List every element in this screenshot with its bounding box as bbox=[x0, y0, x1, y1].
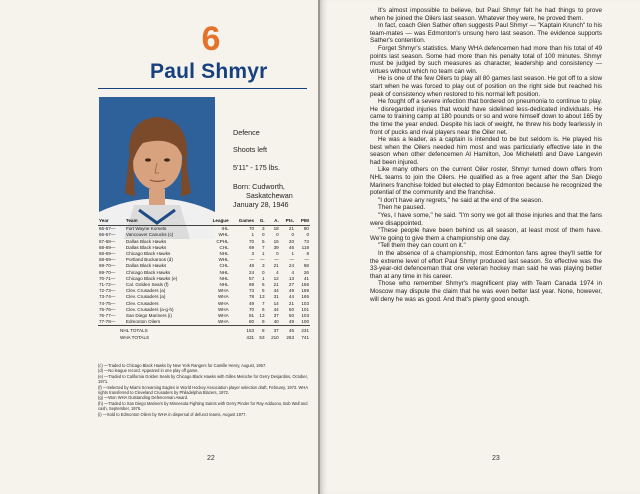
cell-year: 68-69— bbox=[99, 244, 116, 250]
cell-goals: 7 bbox=[261, 244, 265, 250]
cell-league: WHL bbox=[218, 232, 229, 238]
cell-year: 76-77— bbox=[99, 313, 116, 319]
cell-year: 69-70— bbox=[99, 269, 116, 275]
cell-points: 49 bbox=[288, 319, 295, 325]
cell-year: 68-69— bbox=[99, 257, 116, 263]
story-paragraph: Forget Shmyr's statistics. Many WHA defencemen had more than his total of 49 points last season. Some had more than his penalty total of 100 minutes. Shmyr must be judged by such measures as character, leadership and consistency — virtues without which no team can win. bbox=[370, 44, 602, 75]
cell-league: CHL bbox=[219, 244, 229, 250]
note-item: (f) —Selected by Miami Screaming Eagles in World Hockey Association player selection draft, February, 1972. WHA rights transferred to Cleveland Crusaders by Philadelphia Blazers, 1972. bbox=[98, 384, 308, 396]
totals-row bbox=[98, 335, 310, 341]
cell-year: 68-69— bbox=[99, 251, 116, 257]
header-assists: A. bbox=[266, 218, 280, 226]
totals-cell: 741 bbox=[301, 334, 309, 340]
born-line-2: Saskatchewan bbox=[246, 191, 293, 200]
cell-year: 66-67— bbox=[99, 226, 116, 232]
cell-pim: 41 bbox=[303, 275, 309, 281]
cell-team: Chicago Black Hawks bbox=[125, 269, 171, 275]
note-item: (i) —Sold to Edmonton Oilers by WHA in dispersal of defunct teams, August 1977. bbox=[98, 411, 247, 417]
cell-points: 24 bbox=[288, 263, 295, 269]
totals-row bbox=[98, 326, 310, 335]
cell-points: 1 bbox=[291, 251, 295, 257]
story-paragraph: In the absence of a championship, most Edmonton fans agree they'll settle for the extreme level of effort Paul Shmyr produced last season. So effective was the 33-year-old defenceman that one veteran hockey man said he was playing better than at any time in his career. bbox=[370, 250, 602, 280]
cell-pim: 100 bbox=[301, 319, 309, 325]
cell-games: — bbox=[249, 257, 255, 263]
story-paragraph: In fact, coach Glen Sather often suggests Paul Shmyr — "Kaptain Krunch" to his team-mates — was Edmonton's unsung hero last season. The evidence supports Sather's contention. bbox=[370, 22, 602, 45]
cell-goals: 6 bbox=[261, 306, 265, 312]
cell-points: 44 bbox=[288, 294, 295, 300]
cell-games: 69 bbox=[248, 244, 255, 250]
cell-assists: 0 bbox=[276, 251, 279, 257]
cell-team: Clev. Crusaders (a) bbox=[125, 288, 166, 294]
cell-year: 66-67— bbox=[99, 232, 116, 238]
cell-pim: 88 bbox=[303, 263, 309, 269]
born-line-3: January 28, 1946 bbox=[233, 200, 289, 209]
name-underline bbox=[98, 88, 307, 89]
cell-points: 13 bbox=[288, 275, 295, 281]
cell-team: Clev. Crusaders (a-g-h) bbox=[125, 306, 174, 312]
cell-goals: 5 bbox=[261, 238, 265, 244]
cell-team: San Diego Mariners (i) bbox=[125, 313, 172, 319]
cell-pim: 103 bbox=[301, 300, 309, 306]
cell-points: 0 bbox=[291, 232, 295, 238]
birth-info bbox=[233, 182, 293, 209]
note-item: (e) —Traded to California Golden Seals by Chicago Black Hawks with Gilles Meloche for Gerry Desjardins, October, 1971. bbox=[98, 373, 308, 385]
cell-team: Dallas Black Hawks bbox=[125, 244, 167, 250]
stats-body bbox=[98, 226, 310, 341]
cell-team: Dallas Black Hawks bbox=[125, 263, 167, 269]
note-item: (g) —Won WHA Outstanding Defenceman Award. bbox=[98, 395, 189, 401]
cell-pim: 26 bbox=[303, 269, 309, 275]
cell-games: 57 bbox=[248, 275, 255, 281]
totals-cell: 263 bbox=[286, 334, 295, 340]
transaction-notes bbox=[98, 363, 312, 417]
totals-cell: 431 bbox=[246, 334, 255, 340]
cell-assists: 0 bbox=[276, 232, 279, 238]
cell-goals: 3 bbox=[261, 263, 265, 269]
cell-games: 70 bbox=[248, 238, 255, 244]
cell-pim: — bbox=[304, 257, 309, 263]
cell-league: WHA bbox=[217, 319, 229, 325]
cell-pim: 118 bbox=[301, 244, 309, 250]
header-league: League bbox=[203, 218, 230, 226]
cell-pim: 73 bbox=[303, 238, 309, 244]
career-stats-table bbox=[98, 218, 310, 341]
cell-points: 46 bbox=[288, 244, 295, 250]
cell-league: WHA bbox=[217, 313, 229, 319]
cell-points: 50 bbox=[288, 306, 295, 312]
totals-cell: 53 bbox=[259, 334, 265, 340]
note-item: (d) —No league record. Appeared in one play off game. bbox=[98, 368, 199, 374]
totals-cell: 153 bbox=[230, 326, 255, 335]
story-paragraph: "Tell them they can count on it." bbox=[378, 242, 466, 250]
cell-assists: 12 bbox=[273, 275, 279, 281]
header-games: Games bbox=[230, 218, 255, 226]
cell-goals: 9 bbox=[261, 319, 265, 325]
table-row bbox=[98, 319, 310, 326]
right-page bbox=[320, 0, 640, 494]
note-item: (h) —Traded to San Diego Mariners by Minnesota Fighting Saints with Gerry Pinder for Ray Adduono, Bob Wall and cash, September, 1976. bbox=[98, 400, 308, 412]
header-pim: PIM bbox=[295, 218, 310, 226]
cell-assists: 37 bbox=[273, 313, 279, 319]
cell-pim: 80 bbox=[303, 226, 309, 232]
totals-cell: 8 bbox=[255, 326, 265, 335]
cell-goals: 0 bbox=[261, 269, 265, 275]
cell-league: NHL bbox=[219, 275, 229, 281]
totals-cell: 45 bbox=[280, 326, 295, 335]
cell-assists: 44 bbox=[273, 306, 279, 312]
cell-year: 67-68— bbox=[99, 238, 116, 244]
totals-cell: 231 bbox=[295, 326, 310, 335]
cell-points: 27 bbox=[288, 282, 295, 288]
cell-league: NHL bbox=[219, 251, 229, 257]
cell-games: 70 bbox=[248, 226, 255, 232]
cell-league: WHA bbox=[217, 300, 229, 306]
cell-league: CHL bbox=[219, 263, 229, 269]
cell-team: Chicago Black Hawks bbox=[125, 251, 171, 257]
cell-games: 1 bbox=[251, 232, 255, 238]
cell-goals: 1 bbox=[261, 275, 265, 281]
cell-assists: — bbox=[274, 257, 279, 263]
cell-assists: 31 bbox=[273, 294, 279, 300]
totals-cell: 37 bbox=[266, 326, 280, 335]
cell-goals: 13 bbox=[259, 313, 265, 319]
cell-assists: 21 bbox=[273, 282, 279, 288]
cell-assists: 21 bbox=[273, 263, 279, 269]
story-paragraph: He was a leader, as a captain is intended to be but seldom is. He played his best when the Oilers needed him most and was particularly effective late in the season when other defencemen Al Hamilton, Joe Micheletti and Dave Langevin had been injured. bbox=[370, 136, 602, 166]
cell-points: 50 bbox=[288, 313, 295, 319]
cell-games: 80 bbox=[248, 319, 255, 325]
cell-league: IHL bbox=[221, 226, 229, 232]
born-line-1: Born: Cudworth, bbox=[233, 182, 285, 191]
cell-pim: 8 bbox=[306, 251, 309, 257]
cell-games: 48 bbox=[248, 263, 255, 269]
cell-games: 24 bbox=[248, 269, 255, 275]
totals-label: WHA TOTALS bbox=[120, 334, 150, 340]
player-story bbox=[370, 7, 602, 303]
cell-assists: 44 bbox=[273, 288, 279, 294]
left-page bbox=[0, 0, 319, 494]
cell-assists: 4 bbox=[276, 269, 279, 275]
cell-team: Vancouver Canucks (c) bbox=[125, 232, 174, 238]
cell-games: 73 bbox=[248, 288, 255, 294]
cell-assists: 18 bbox=[273, 226, 279, 232]
header-goals: G. bbox=[255, 218, 265, 226]
cell-assists: 15 bbox=[273, 238, 279, 244]
cell-team: Chicago Black Hawks (e) bbox=[125, 275, 178, 281]
cell-points: — bbox=[289, 257, 295, 263]
note-item: (c) —Traded to Chicago Black Hawks by New York Rangers for Camille Henry, August, 1967. bbox=[98, 363, 267, 368]
cell-assists: 39 bbox=[273, 244, 279, 250]
height-weight: 5'11" - 175 lbs. bbox=[233, 163, 280, 172]
cell-goals: 0 bbox=[261, 232, 265, 238]
cell-year: 72-73— bbox=[99, 288, 116, 294]
cell-goals: 5 bbox=[261, 288, 265, 294]
cell-team: Cal. Golden Seals (f) bbox=[125, 282, 169, 288]
cell-points: 20 bbox=[288, 238, 295, 244]
cell-team: Clev. Crusaders (a) bbox=[125, 294, 166, 300]
cell-league: WHA bbox=[217, 288, 229, 294]
cell-points: 4 bbox=[291, 269, 295, 275]
header-team: Team bbox=[125, 218, 203, 226]
cell-year: 71-72— bbox=[99, 282, 116, 288]
story-paragraph: Those who remember Shmyr's magnificent play with Team Canada 1974 in Moscow may dispute the claim that he was even better last year. None, however, will deny he was as good. And that's plenty good enough. bbox=[370, 280, 602, 303]
player-name: Paul Shmyr bbox=[150, 60, 268, 83]
cell-year: 69-70— bbox=[99, 263, 116, 269]
cell-goals: 3 bbox=[261, 226, 265, 232]
cell-team: Fort Wayne Komets bbox=[125, 226, 167, 232]
cell-year: 75-76— bbox=[99, 306, 116, 312]
stats-header-row bbox=[98, 218, 310, 226]
story-paragraph: "I don't have any regrets," he said at the end of the season. bbox=[378, 196, 543, 204]
cell-goals: 1 bbox=[261, 251, 265, 257]
cell-pim: 0 bbox=[306, 232, 309, 238]
cell-games: 78 bbox=[248, 294, 255, 300]
cell-goals: 7 bbox=[261, 300, 265, 306]
cell-games: 81 bbox=[248, 313, 255, 319]
cell-pim: 103 bbox=[301, 313, 309, 319]
cell-team: Portland Buckaroos (d) bbox=[125, 257, 173, 263]
cell-goals: 6 bbox=[261, 282, 265, 288]
story-paragraph: It's almost impossible to believe, but Paul Shmyr felt he had things to prove when he joined the Oilers last season. Whatever they were, he proved them. bbox=[370, 7, 602, 22]
cell-points: 21 bbox=[288, 300, 295, 306]
cell-pim: 101 bbox=[301, 306, 309, 312]
page-number-left: 22 bbox=[207, 455, 215, 462]
cell-league: NHL bbox=[219, 282, 229, 288]
cell-games: 69 bbox=[248, 282, 255, 288]
cell-pim: 165 bbox=[301, 294, 309, 300]
cell-games: 70 bbox=[248, 306, 255, 312]
cell-year: 77-78— bbox=[99, 319, 116, 325]
cell-team: Dallas Black Hawks bbox=[125, 238, 167, 244]
cell-league: NHL bbox=[219, 269, 229, 275]
story-paragraph: "These people have been behind us all season, at least most of them have. We're going to give them a championship one day. bbox=[370, 227, 602, 242]
position: Defence bbox=[233, 128, 260, 137]
table-row bbox=[98, 226, 310, 233]
cell-assists: 40 bbox=[273, 319, 279, 325]
cell-pim: 169 bbox=[301, 288, 309, 294]
cell-goals: — bbox=[259, 257, 265, 263]
cell-league: WHA bbox=[217, 306, 229, 312]
cell-league: CPHL bbox=[216, 238, 229, 244]
cell-year: 70-71— bbox=[99, 275, 116, 281]
story-paragraph: Like many others on the current Oiler roster, Shmyr turned down offers from NHL teams to join the Oilers. He qualified as a free agent after the San Diego Mariners franchise folded but elected to play Edmonton because he recognized the potential of the community and the franchise. bbox=[370, 166, 602, 197]
story-paragraph: "Yes, I have some," he said. "I'm sorry we got all those injuries and that the fans were disappointed. bbox=[370, 212, 602, 227]
page-number-right: 23 bbox=[492, 455, 500, 462]
cell-team: Clev. Crusaders bbox=[125, 300, 159, 306]
cell-games: 3 bbox=[251, 251, 255, 257]
cell-points: 21 bbox=[288, 226, 295, 232]
cell-league: WHL bbox=[218, 257, 229, 263]
cell-goals: 13 bbox=[259, 294, 265, 300]
cell-team: Edmonton Oilers bbox=[125, 319, 161, 325]
header-points: Pts. bbox=[280, 218, 295, 226]
cell-year: 74-75— bbox=[99, 300, 116, 306]
story-paragraph: He fought off a severe infection that bordered on pneumonia to continue to play. He disregarded injuries that would have sidelined less-dedicated individuals. He came to training camp at 180 pounds or so and wore himself down to about 165 by the time the year ended. Despite his lack of weight, he threw his body fearlessly in front of pucks and rival players near the Oiler net. bbox=[370, 98, 602, 136]
totals-cell: 210 bbox=[271, 334, 279, 340]
shoots: Shoots left bbox=[233, 145, 267, 154]
cell-assists: 14 bbox=[273, 300, 279, 306]
cell-league: WHA bbox=[217, 294, 229, 300]
cell-pim: 156 bbox=[301, 282, 309, 288]
cell-year: 73-74— bbox=[99, 294, 116, 300]
story-paragraph: Then he paused. bbox=[378, 204, 426, 212]
story-paragraph: He is one of the few Oilers to play all 80 games last season. He got off to a slow start when he was forced to play out of position on the right side but reached his peak of consistency when restored to his normal left position. bbox=[370, 75, 602, 98]
header-year: Year bbox=[98, 218, 125, 226]
cell-games: 49 bbox=[248, 300, 255, 306]
cell-points: 49 bbox=[288, 288, 295, 294]
totals-label: NHL TOTALS bbox=[98, 326, 230, 335]
jersey-number: 6 bbox=[201, 20, 221, 58]
